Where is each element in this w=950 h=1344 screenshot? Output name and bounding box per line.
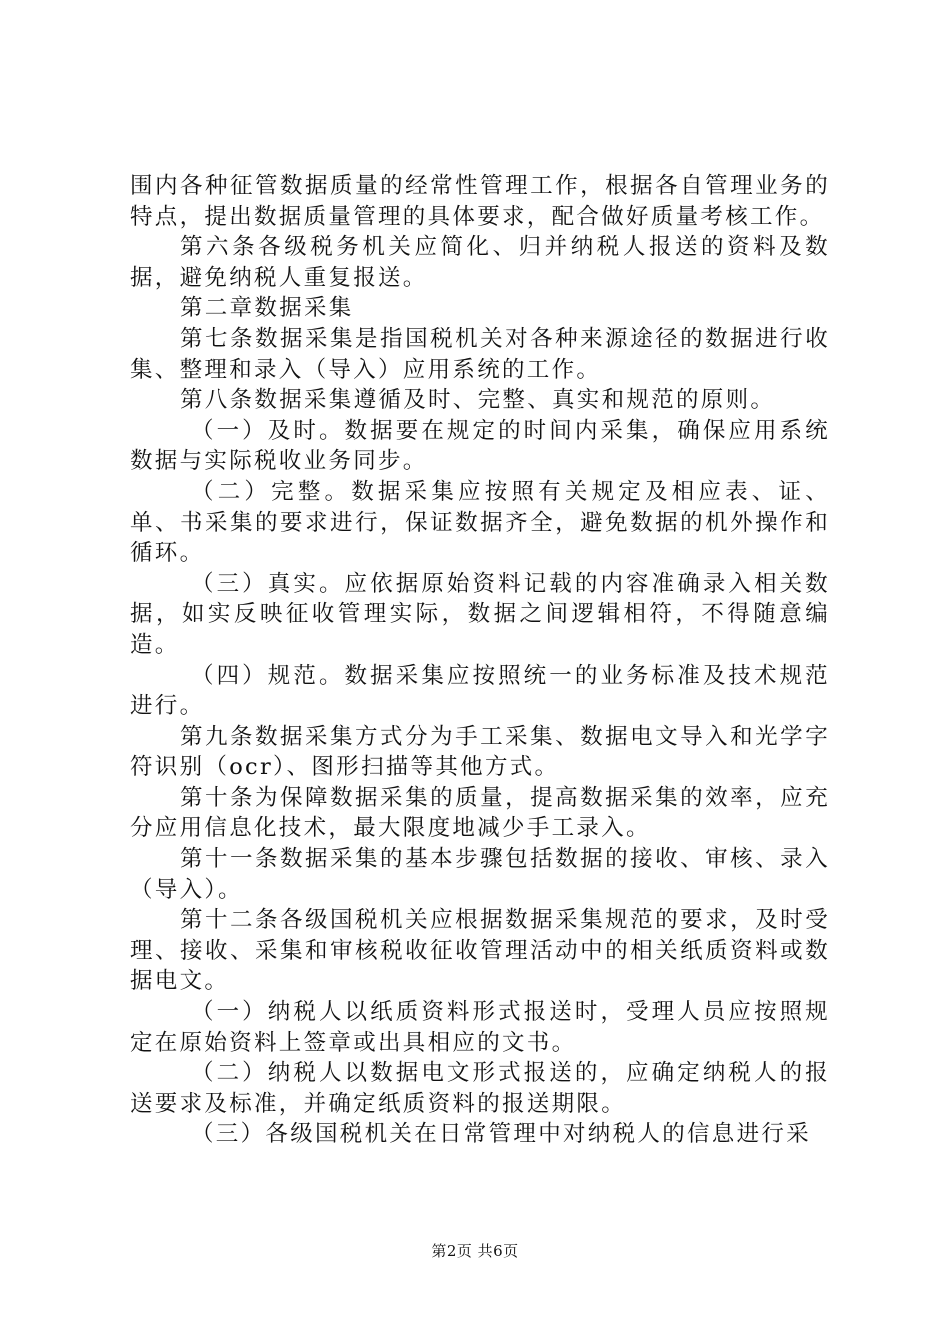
paragraph-article-12: 第十二条各级国税机关应根据数据采集规范的要求，及时受理、接收、采集和审核税收征收管理活动中的相关纸质资料或数据电文。 — [130, 907, 830, 995]
paragraph-item-timely: （一）及时。数据要在规定的时间内采集，确保应用系统数据与实际税收业务同步。 — [130, 417, 830, 475]
paragraph-article-10: 第十条为保障数据采集的质量，提高数据采集的效率，应充分应用信息化技术，最大限度地减少手工录入。 — [130, 784, 830, 842]
paragraph-article-6: 第六条各级税务机关应简化、归并纳税人报送的资料及数据，避免纳税人重复报送。 — [130, 234, 830, 291]
paragraph-article-9: 第九条数据采集方式分为手工采集、数据电文导入和光学字符识别（ocr）、图形扫描等其他方式。 — [130, 723, 830, 781]
paragraph-item-paper: （一）纳税人以纸质资料形式报送时，受理人员应按照规定在原始资料上签章或出具相应的文书。 — [130, 999, 830, 1056]
paragraph-article-11: 第十一条数据采集的基本步骤包括数据的接收、审核、录入（导入）。 — [130, 846, 830, 903]
paragraph-item-standard: （四）规范。数据采集应按照统一的业务标准及技术规范进行。 — [130, 662, 830, 720]
paragraph-article-8: 第八条数据采集遵循及时、完整、真实和规范的原则。 — [180, 387, 776, 414]
page-footer — [0, 1241, 950, 1261]
chapter-heading: 第二章数据采集 — [180, 295, 354, 322]
paragraph-article-7: 第七条数据采集是指国税机关对各种来源途径的数据进行收集、整理和录入（导入）应用系统的工作。 — [130, 325, 830, 383]
paragraph-item-true: （三）真实。应依据原始资料记载的内容准确录入相关数据，如实反映征收管理实际，数据之间逻辑相符，不得随意编造。 — [130, 570, 830, 658]
paragraph-item-complete: （二）完整。数据采集应按照有关规定及相应表、证、单、书采集的要求进行，保证数据齐全，避免数据的机外操作和循环。 — [130, 478, 830, 567]
document-body — [130, 171, 830, 1150]
page-number: 第2页 共6页 — [431, 1242, 519, 1260]
paragraph-item-daily: （三）各级国税机关在日常管理中对纳税人的信息进行采 — [191, 1121, 812, 1148]
paragraph-item-electronic: （二）纳税人以数据电文形式报送的，应确定纳税人的报送要求及标准，并确定纸质资料的报送期限。 — [130, 1060, 830, 1117]
paragraph-continuation: 围内各种征管数据质量的经常性管理工作，根据各自管理业务的特点，提出数据质量管理的具体要求，配合做好质量考核工作。 — [130, 173, 830, 230]
